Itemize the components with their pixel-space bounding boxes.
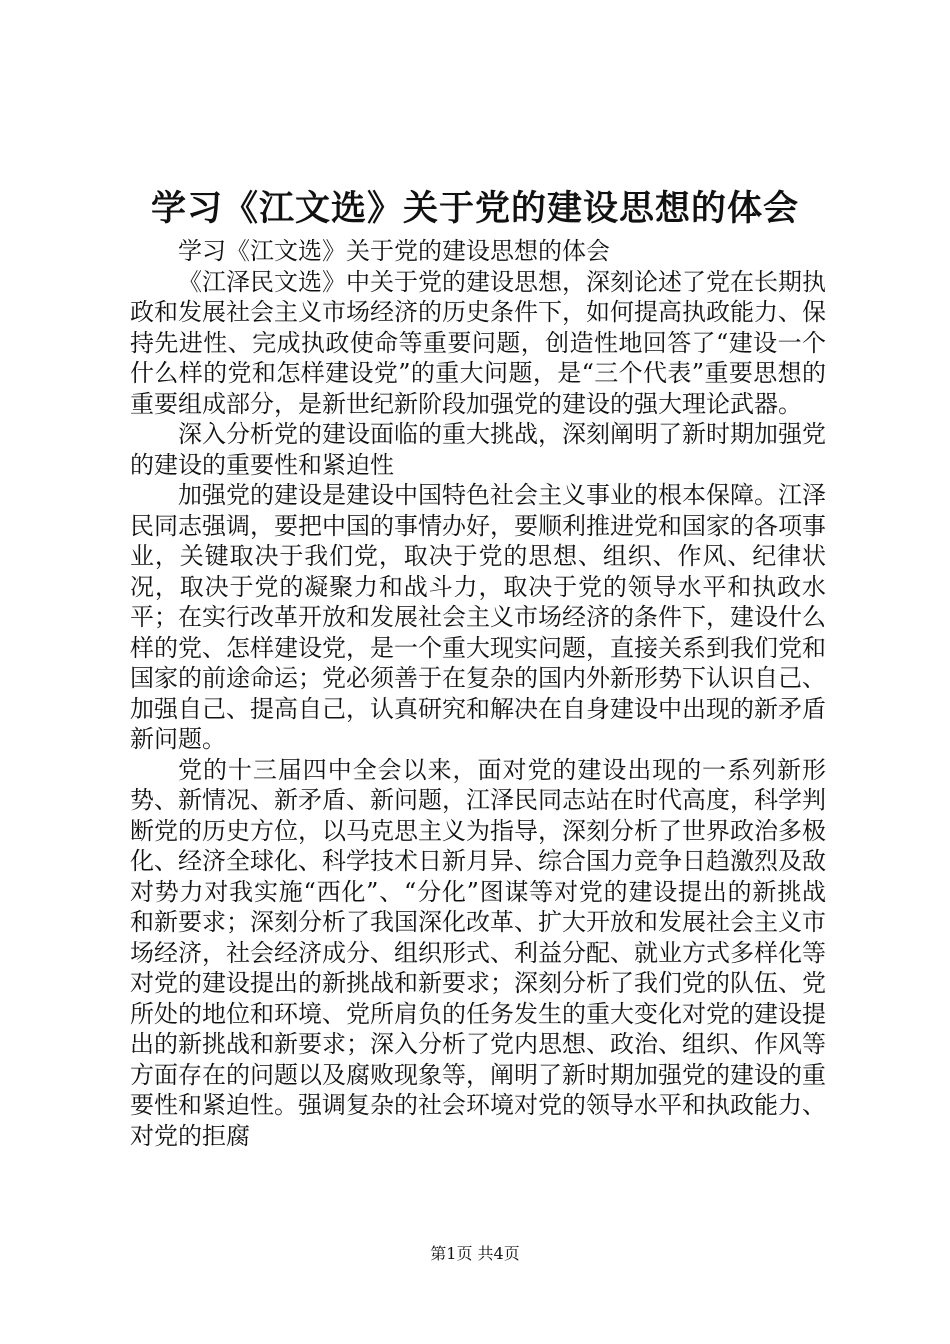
paragraph-4: 党的十三届四中全会以来，面对党的建设出现的一系列新形势、新情况、新矛盾、新问题，江泽民同志站在时代高度，科学判断党的历史方位，以马克思主义为指导，深刻分析了世界政治多极化、经济全球化、科学技术日新月异、综合国力竞争日趋激烈及敌对势力对我实施“西化”、“分化”图谋等对党的建设提出的新挑战和新要求；深刻分析了我国深化改革、扩大开放和发展社会主义市场经济，社会经济成分、组织形式、利益分配、就业方式多样化等对党的建设提出的新挑战和新要求；深刻分析了我们党的队伍、党所处的地位和环境、党所肩负的任务发生的重大变化对党的建设提出的新挑战和新要求；深入分析了党内思想、政治、组织、作风等方面存在的问题以及腐败现象等，阐明了新时期加强党的建设的重要性和紧迫性。强调复杂的社会环境对党的领导水平和执政能力、对党的拒腐 <box>130 755 826 1150</box>
document-title: 学习《江文选》关于党的建设思想的体会 <box>150 188 799 229</box>
paragraph-subtitle: 学习《江文选》关于党的建设思想的体会 <box>178 237 610 265</box>
paragraph-1: 《江泽民文选》中关于党的建设思想，深刻论述了党在长期执政和发展社会主义市场经济的历史条件下，如何提高执政能力、保持先进性、完成执政使命等重要问题，创造性地回答了“建设一个什么样的党和怎样建设党”的重大问题，是“三个代表”重要思想的重要组成部分，是新世纪新阶段加强党的建设的强大理论武器。 <box>130 267 826 418</box>
document-body <box>130 236 826 1151</box>
paragraph-3: 加强党的建设是建设中国特色社会主义事业的根本保障。江泽民同志强调，要把中国的事情办好，要顺利推进党和国家的各项事业，关键取决于我们党，取决于党的思想、组织、作风、纪律状况，取决于党的凝聚力和战斗力，取决于党的领导水平和执政水平；在实行改革开放和发展社会主义市场经济的条件下，建设什么样的党、怎样建设党，是一个重大现实问题，直接关系到我们党和国家的前途命运；党必须善于在复杂的国内外新形势下认识自己、加强自己、提高自己，认真研究和解决在自身建设中出现的新矛盾新问题。 <box>130 481 826 753</box>
paragraph-2: 深入分析党的建设面临的重大挑战，深刻阐明了新时期加强党的建设的重要性和紧迫性 <box>130 420 826 479</box>
page-footer: 第1页 共4页 <box>430 1244 520 1263</box>
